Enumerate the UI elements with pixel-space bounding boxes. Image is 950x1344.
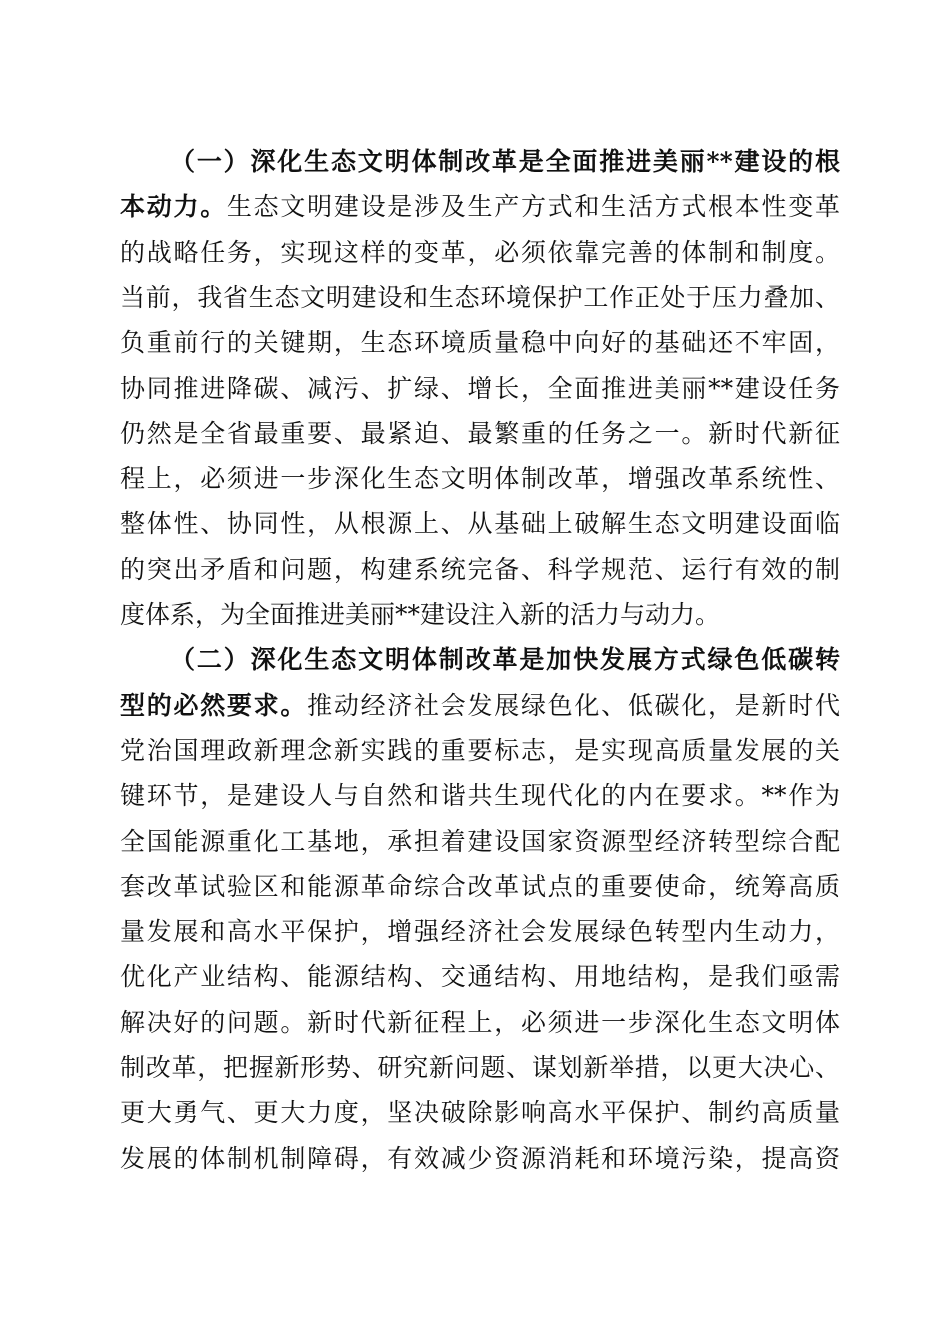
body-text: 党治国理政新理念新实践的重要标志，是实现高质量发展的关 [120,736,840,765]
paragraph-line [120,595,840,635]
body-text: 推动经济社会发展绿色化、低碳化，是新时代 [307,691,840,720]
paragraph-line [120,414,840,454]
paragraph-line [120,776,840,816]
body-text: 发展的体制机制障碍，有效减少资源消耗和环境污染，提高资 [120,1144,840,1173]
paragraph-line [120,686,840,726]
bold-heading-text: 本动力。 [120,192,227,221]
paragraph-line [120,369,840,409]
paragraph-line [120,1093,840,1133]
paragraph-line [120,1003,840,1043]
paragraph-line [120,731,840,771]
bold-heading-text: （二）深化生态文明体制改革是加快发展方式绿色低碳转 [170,645,840,674]
body-text: 协同推进降碳、减污、扩绿、增长，全面推进美丽**建设任务 [120,374,840,403]
paragraph-line [120,323,840,363]
paragraph-line [120,912,840,952]
body-text: 程上，必须进一步深化生态文明体制改革，增强改革系统性、 [120,464,840,493]
body-text: 量发展和高水平保护，增强经济社会发展绿色转型内生动力， [120,917,840,946]
paragraph-line [120,233,840,273]
body-text: 解决好的问题。新时代新征程上，必须进一步深化生态文明体 [120,1008,840,1037]
body-text: 优化产业结构、能源结构、交通结构、用地结构，是我们亟需 [120,962,840,991]
paragraph-line [120,504,840,544]
body-text: 生态文明建设是涉及生产方式和生活方式根本性变革 [226,192,840,221]
body-text: 制改革，把握新形势、研究新问题、谋划新举措，以更大决心、 [120,1053,840,1082]
body-text: 键环节，是建设人与自然和谐共生现代化的内在要求。**作为 [120,781,840,810]
body-text: 更大勇气、更大力度，坚决破除影响高水平保护、制约高质量 [120,1098,840,1127]
paragraph-line [120,957,840,997]
paragraph-line [120,550,840,590]
paragraph-line [120,1048,840,1088]
body-text: 整体性、协同性，从根源上、从基础上破解生态文明建设面临 [120,509,840,538]
body-text: 的战略任务，实现这样的变革，必须依靠完善的体制和制度。 [120,238,840,267]
bold-heading-text: （一）深化生态文明体制改革是全面推进美丽**建设的根 [170,147,840,176]
body-text: 的突出矛盾和问题，构建系统完备、科学规范、运行有效的制 [120,555,840,584]
paragraph-line [170,640,840,680]
paragraph-line [120,867,840,907]
body-text: 仍然是全省最重要、最紧迫、最繁重的任务之一。新时代新征 [120,419,840,448]
bold-heading-text: 型的必然要求。 [120,691,308,720]
body-text: 全国能源重化工基地，承担着建设国家资源型经济转型综合配 [120,827,840,856]
paragraph-line [120,187,840,227]
body-text: 套改革试验区和能源革命综合改革试点的重要使命，统筹高质 [120,872,840,901]
paragraph-line [170,142,840,182]
paragraph-line [120,278,840,318]
paragraph-line [120,1139,840,1179]
body-text: 度体系，为全面推进美丽**建设注入新的活力与动力。 [120,600,721,629]
paragraph-line [120,822,840,862]
paragraph-line [120,459,840,499]
body-text: 当前，我省生态文明建设和生态环境保护工作正处于压力叠加、 [120,283,840,312]
body-text: 负重前行的关键期，生态环境质量稳中向好的基础还不牢固， [120,328,840,357]
